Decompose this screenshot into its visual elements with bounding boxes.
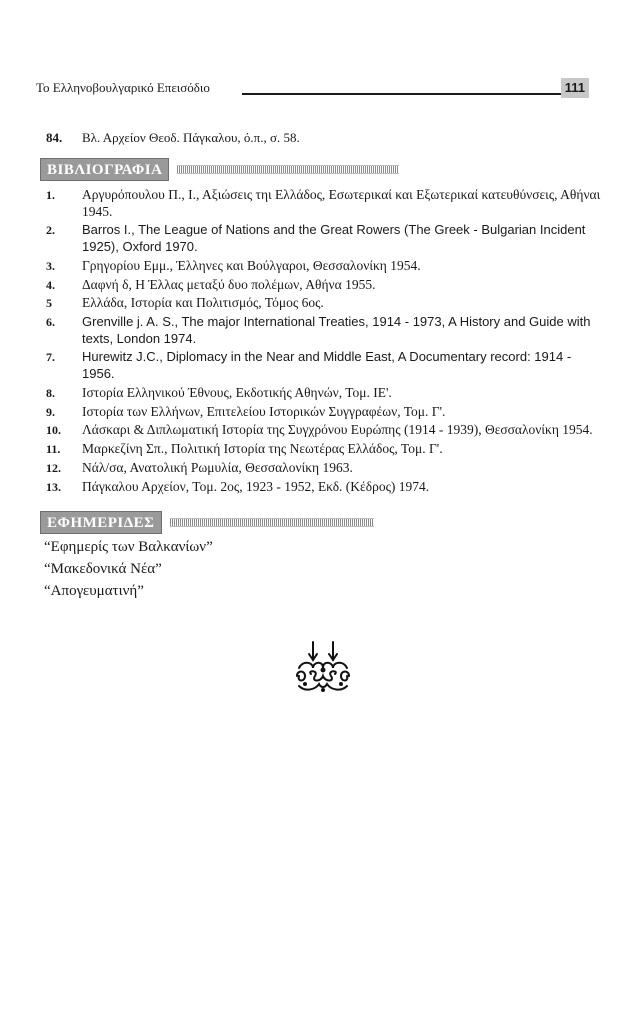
bibliography-item-number: 3. <box>46 258 55 273</box>
bibliography-item <box>46 222 603 255</box>
bibliography-item-number: 13. <box>46 479 61 494</box>
bibliography-item-number: 12. <box>46 460 61 475</box>
bibliography-item-text: Λάσκαρι & Διπλωματική Ιστορία της Συγχρόνου Ευρώπης (1914 - 1939), Θεσσαλονίκη 1954. <box>82 422 593 438</box>
bibliography-item <box>46 258 603 275</box>
floral-ornament-icon <box>293 640 353 696</box>
bibliography-item-number: 6. <box>46 315 55 330</box>
bibliography-item-text: Αργυρόπουλου Π., Ι., Αξιώσεις τηι Ελλάδος, Εσωτερικαί και Εξωτερικαί κατευθύνσεις, Αθήναι 1945. <box>82 187 601 219</box>
footnote-text: Βλ. Αρχείον Θεοδ. Πάγκαλου, ό.π., σ. 58. <box>82 130 300 145</box>
newspapers-heading-label: ΕΦΗΜΕΡΙΔΕΣ <box>40 511 162 534</box>
bibliography-item-number: 8. <box>46 385 55 400</box>
bibliography-item-number: 9. <box>46 404 55 419</box>
bibliography-list <box>46 187 603 498</box>
bibliography-item-number: 1. <box>46 188 55 202</box>
bibliography-item-text: Barros I., The League of Nations and the Great Rowers (The Greek - Bulgarian Incident 1925), Oxford 1970. <box>82 222 586 254</box>
bibliography-item <box>46 187 603 220</box>
bibliography-heading <box>40 158 399 181</box>
bibliography-item-text: Δαφνή δ, Η Έλλας μεταξύ δυο πολέμων, Αθήνα 1955. <box>82 276 376 292</box>
bibliography-item <box>46 385 603 402</box>
bibliography-item-text: Μαρκεζίνη Σπ., Πολιτική Ιστορία της Νεωτέρας Ελλάδος, Τομ. Γ'. <box>82 441 443 457</box>
bibliography-item-text: Γρηγορίου Εμμ., Έλληνες και Βούλγαροι, Θεσσαλονίκη 1954. <box>82 257 421 273</box>
bibliography-item-text: Ελλάδα, Ιστορία και Πολιτισμός, Τόμος 6ος. <box>82 295 324 311</box>
bibliography-item <box>46 404 603 421</box>
bibliography-item <box>46 460 603 477</box>
bibliography-heading-label: ΒΙΒΛΙΟΓΡΑΦΙΑ <box>40 158 169 181</box>
bibliography-item-text: Ιστορία Ελληνικού Έθνους, Εκδοτικής Αθηνών, Τομ. ΙΕ'. <box>82 384 392 400</box>
bibliography-item-text: Hurewitz J.C., Diplomacy in the Near and Middle East, A Documentary record: 1914 - 1956. <box>82 349 572 382</box>
bibliography-item-number: 7. <box>46 350 55 365</box>
newspapers-heading-band <box>170 518 374 527</box>
page-number: 111 <box>561 78 589 98</box>
bibliography-item <box>46 441 603 458</box>
header-rule <box>242 93 561 95</box>
bibliography-item-text: Grenville j. A. S., The major International Treaties, 1914 - 1973, A History and Guide with texts, London 1974. <box>82 314 591 346</box>
running-header <box>36 78 589 100</box>
bibliography-item-number: 2. <box>46 223 55 238</box>
bibliography-item <box>46 277 603 294</box>
running-title: Το Ελληνοβουλγαρικό Επεισόδιο <box>36 80 210 95</box>
footnote-number: 84. <box>46 130 63 145</box>
bibliography-heading-band <box>177 165 399 174</box>
newspapers-heading <box>40 511 374 534</box>
bibliography-item-text: Ιστορία των Ελλήνων, Επιτελείου Ιστορικών Συγγραφέων, Τομ. Γ'. <box>82 403 446 419</box>
bibliography-item-number: 10. <box>46 423 61 438</box>
newspaper-item: “Απογευματινή” <box>44 583 144 599</box>
bibliography-item <box>46 349 603 382</box>
bibliography-item-text: Νάλ/σα, Ανατολική Ρωμυλία, Θεσσαλονίκη 1963. <box>82 459 353 475</box>
bibliography-item <box>46 422 603 439</box>
bibliography-item-number: 11. <box>46 442 61 457</box>
footnote <box>46 130 601 146</box>
newspaper-item: “Εφημερίς των Βαλκανίων” <box>44 539 213 555</box>
bibliography-item <box>46 479 603 496</box>
bibliography-item <box>46 295 603 312</box>
newspaper-item: “Μακεδονικά Νέα” <box>44 561 162 577</box>
bibliography-item <box>46 314 603 347</box>
bibliography-item-number: 4. <box>46 277 55 292</box>
bibliography-item-number: 5 <box>46 296 52 311</box>
newspapers-list <box>44 536 213 602</box>
bibliography-item-text: Πάγκαλου Αρχείον, Τομ. 2ος, 1923 - 1952, Εκδ. (Κέδρος) 1974. <box>82 478 430 494</box>
